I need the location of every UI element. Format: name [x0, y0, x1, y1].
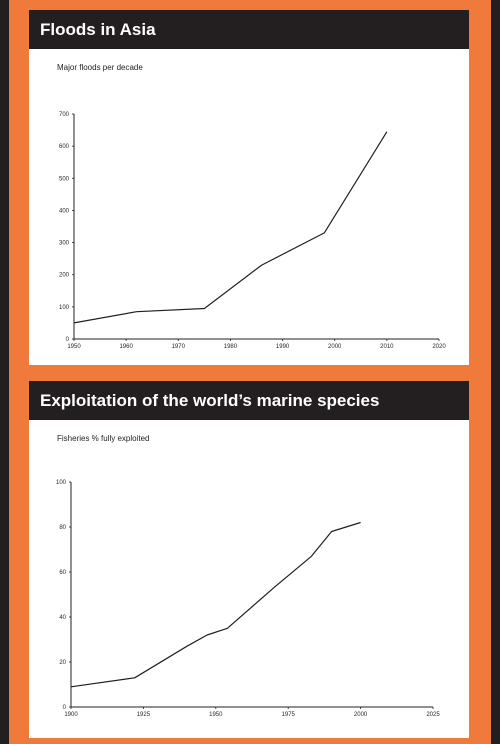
y-tick-label: 20	[59, 660, 66, 666]
y-tick-label: 700	[58, 112, 69, 118]
chart-panel-marine	[29, 381, 469, 738]
y-tick-label: 40	[59, 615, 66, 621]
y-axis-label: Major floods per decade	[57, 63, 143, 72]
y-tick-label: 200	[58, 272, 69, 279]
x-tick-label: 2020	[432, 344, 446, 350]
x-tick-label: 2000	[353, 712, 368, 718]
x-tick-label: 1925	[136, 712, 151, 718]
x-tick-label: 1970	[171, 344, 185, 350]
x-tick-label: 1960	[119, 344, 133, 350]
y-tick-label: 60	[59, 570, 66, 576]
x-tick-label: 2000	[328, 344, 342, 350]
series-line	[71, 523, 361, 687]
x-tick-label: 1950	[209, 712, 223, 718]
x-tick-label: 1900	[64, 712, 78, 718]
x-tick-label: 2025	[426, 712, 440, 718]
x-tick-label: 1950	[67, 344, 81, 350]
y-axis-label: Fisheries % fully exploited	[57, 434, 150, 443]
y-tick-label: 300	[58, 240, 69, 247]
x-tick-label: 1990	[275, 344, 290, 350]
y-tick-label: 100	[55, 480, 66, 486]
y-tick-label: 400	[58, 208, 69, 215]
series-line	[74, 132, 387, 323]
floods-chart	[29, 10, 469, 365]
y-tick-label: 600	[58, 144, 69, 151]
y-tick-label: 80	[59, 525, 66, 531]
x-tick-label: 1980	[223, 344, 238, 350]
chart-title: Floods in Asia	[29, 10, 469, 49]
x-tick-label: 2010	[380, 344, 394, 350]
chart-panel-floods	[29, 10, 469, 365]
y-tick-label: 500	[58, 176, 69, 183]
y-tick-label: 0	[62, 705, 66, 711]
y-tick-label: 100	[58, 304, 69, 311]
chart-title: Exploitation of the world’s marine species	[29, 381, 469, 420]
marine-chart	[29, 381, 469, 738]
x-tick-label: 1975	[281, 712, 295, 718]
y-tick-label: 0	[65, 337, 69, 343]
